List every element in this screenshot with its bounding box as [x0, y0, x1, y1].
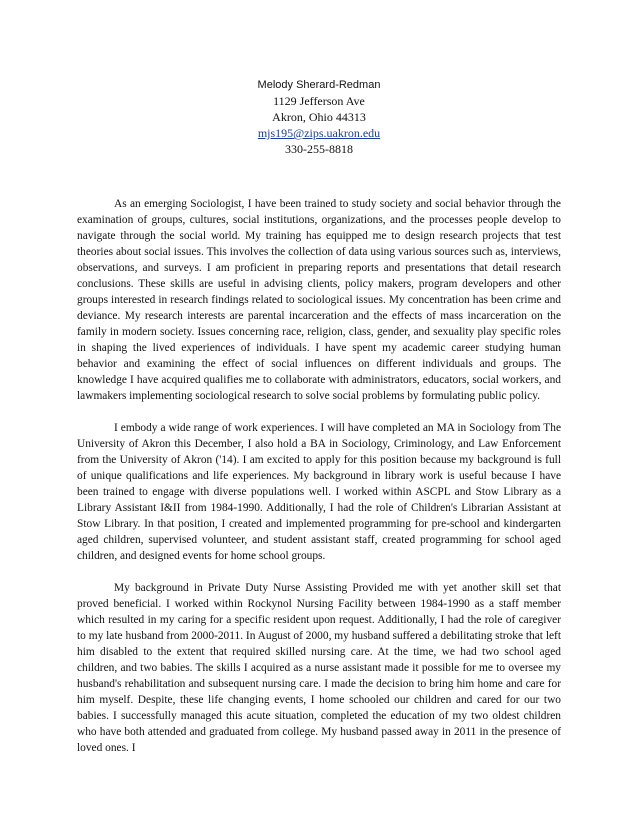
sender-name: Melody Sherard-Redman — [257, 79, 381, 91]
sender-email-link[interactable]: mjs195@zips.uakron.edu — [257, 126, 381, 140]
paragraph-research-background: As an emerging Sociologist, I have been trained to study society and social behavior through the examination of groups, cultures, social institutions, organizations, and the processes people develop to navigate through the social world. My training has equipped me to design research projects that test theories about social issues. This involves the collection of data using various sources such as, interviews, observations, and surveys. I am proficient in preparing reports and presentations that detail research conclusions. These skills are useful in advising clients, policy makers, program developers and other groups interested in research findings related to sociological issues. My concentration has been crime and deviance. My research interests are parental incarceration and the effects of mass incarceration on the family in modern society. Issues concerning race, religion, class, gender, and sexuality play specific roles in shaping the lived experiences of individuals. I have spent my academic career studying human behavior and examining the effect of social influences on different individuals and groups. The knowledge I have acquired qualifies me to collaborate with administrators, educators, social workers, and lawmakers implementing sociological research to solve social problems by formulating public policy. — [77, 198, 561, 402]
sender-city: Akron, Ohio 44313 — [272, 110, 366, 124]
letter-header — [0, 77, 638, 157]
paragraph-work-experience: I embody a wide range of work experiences. I will have completed an MA in Sociology from The University of Akron this December, I also hold a BA in Sociology, Criminology, and Law Enforcement from the University of Akron ('14). I am excited to apply for this position because my background is full of unique qualifications and life experiences. My background in library work is useful because I have been trained to engage with diverse populations well. I worked within ASCPL and Stow Library as a Library Assistant I&II from 1984-1990. Additionally, I had the role of Children's Librarian Assistant at Stow Library. In that position, I created and implemented programming for pre-school and kindergarten aged children, supervised volunteer, and student assistant staff, created programming for school aged children, and designed events for home school groups. — [77, 422, 561, 562]
sender-phone: 330-255-8818 — [285, 142, 353, 156]
letter-body — [77, 196, 561, 772]
sender-street: 1129 Jefferson Ave — [273, 94, 365, 108]
paragraph-nurse-assisting: My background in Private Duty Nurse Assisting Provided me with yet another skill set that proved beneficial. I worked within Rockynol Nursing Facility between 1984-1990 as a staff member which resulted in my caring for a specific resident upon request. Additionally, I had the role of caregiver to my late husband from 2000-2011. In August of 2000, my husband suffered a debilitating stroke that left him disabled to the extent that required skilled nursing care. At the time, we had two school aged children, and two babies. The skills I acquired as a nurse assistant made it possible for me to oversee my husband's rehabilitation and subsequent nursing care. I made the decision to bring him home and care for him myself. Despite, these life changing events, I home schooled our children and cared for our two babies. I successfully managed this acute situation, completed the education of my two oldest children who have both attended and graduated from college. My husband passed away in 2011 in the presence of loved ones. I — [77, 582, 561, 754]
